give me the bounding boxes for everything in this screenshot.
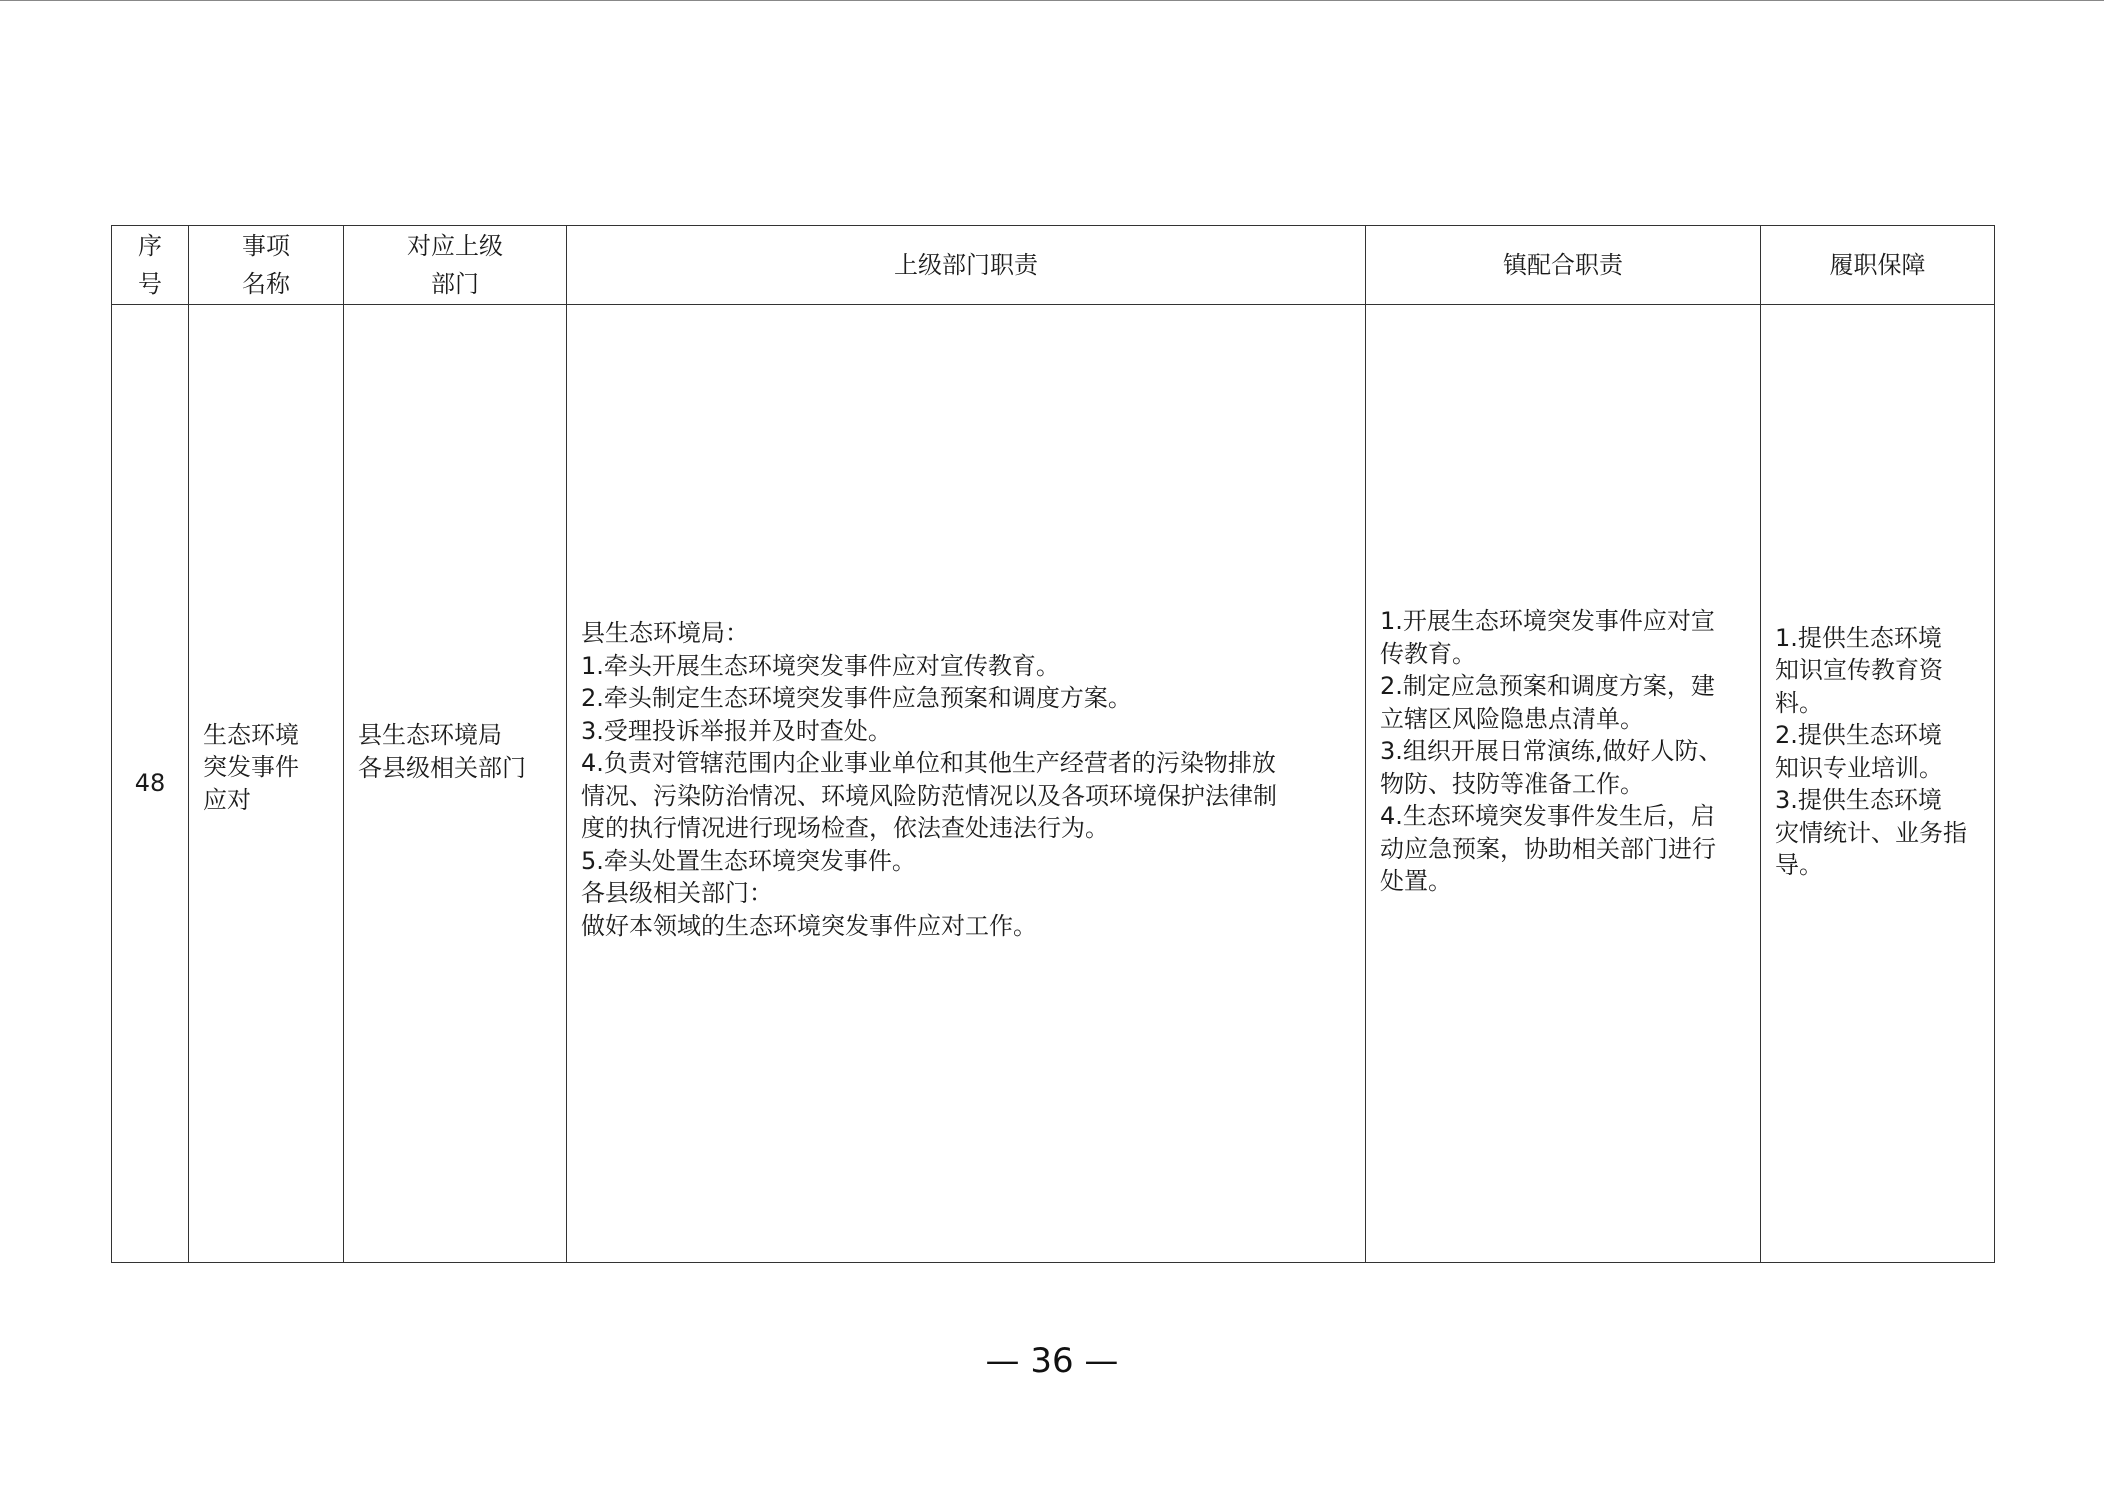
table-row: [112, 305, 1995, 1263]
header-guarantee: 履职保障: [1761, 226, 1995, 305]
row-upper-duties: 县生态环境局： 1.牵头开展生态环境突发事件应对宣传教育。 2.牵头制定生态环境突发事件应急预案和调度方案。 3.受理投诉举报并及时查处。 4.负责对管辖范围内企业事业单位和其他生产经营者的污染物排放 情况、污染防治情况、环境风险防范情况以及各项环境保护法律制 度的执行情况进行现场检查，依法查处违法行为。 5.牵头处置生态环境突发事件。 各县级相关部门： 做好本领域的生态环境突发事件应对工作。: [567, 305, 1366, 1263]
header-town-duties: 镇配合职责: [1366, 226, 1761, 305]
header-serial-number: 序 号: [112, 226, 189, 305]
header-upper-duties: 上级部门职责: [567, 226, 1366, 305]
page-number: — 36 —: [985, 1341, 1119, 1381]
duties-table: [111, 225, 1995, 1263]
row-town-duties: 1.开展生态环境突发事件应对宣 传教育。 2.制定应急预案和调度方案，建 立辖区风险隐患点清单。 3.组织开展日常演练,做好人防、 物防、技防等准备工作。 4.生态环境突发事件发生后，启 动应急预案，协助相关部门进行 处置。: [1366, 305, 1761, 1263]
row-serial-number: 48: [112, 305, 189, 1263]
page-top-border: [0, 0, 2104, 1]
table-header-row: [112, 226, 1995, 305]
row-guarantee: 1.提供生态环境 知识宣传教育资 料。 2.提供生态环境 知识专业培训。 3.提供生态环境 灾情统计、业务指 导。: [1761, 305, 1995, 1263]
row-item-name: 生态环境 突发事件 应对: [189, 305, 344, 1263]
row-department: 县生态环境局 各县级相关部门: [344, 305, 567, 1263]
header-corresponding-department: 对应上级 部门: [344, 226, 567, 305]
header-item-name: 事项 名称: [189, 226, 344, 305]
